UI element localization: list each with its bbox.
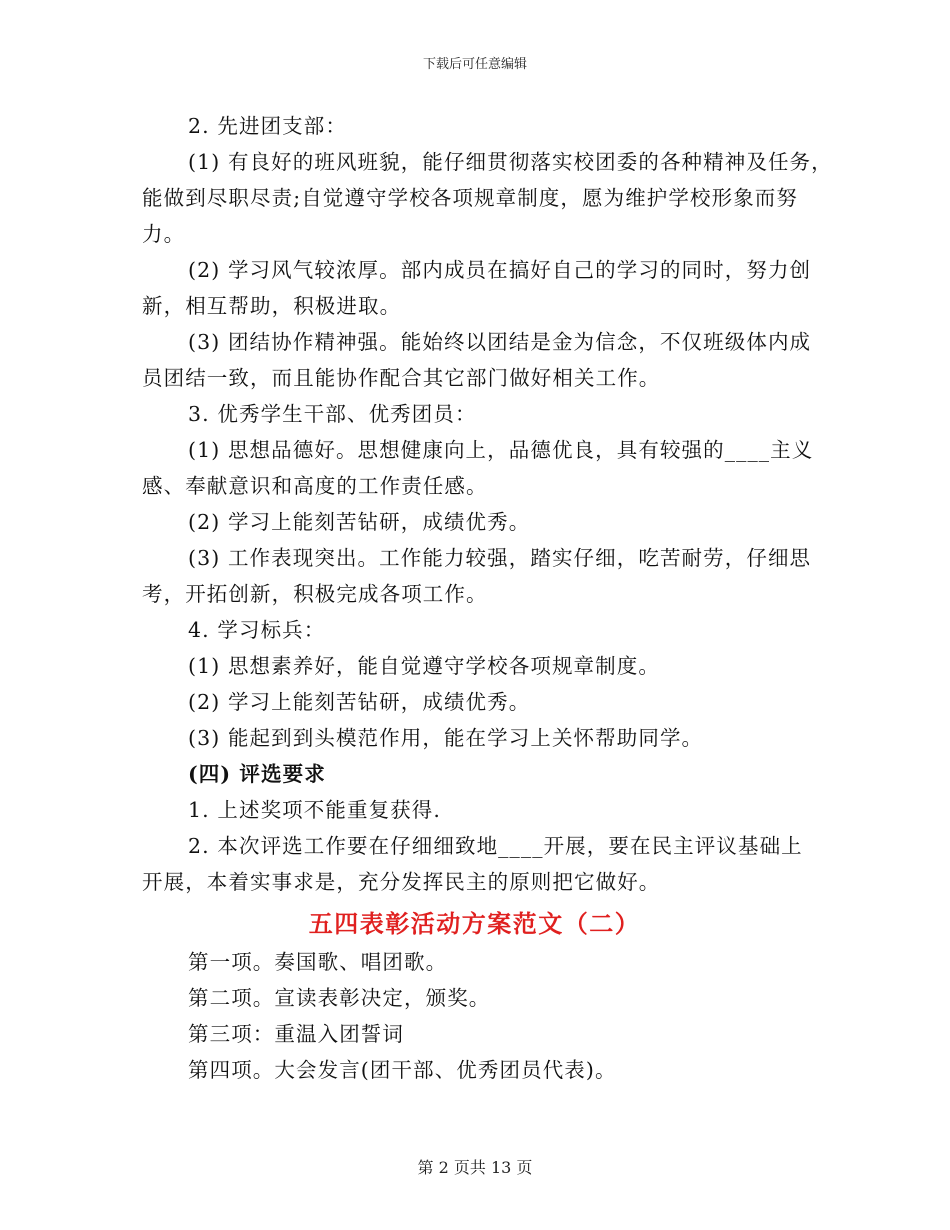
paragraph-line: (3) 工作表现突出。工作能力较强，踏实仔细，吃苦耐劳，仔细思: [188, 546, 812, 570]
agenda-item: 第一项。奏国歌、唱团歌。: [188, 950, 448, 974]
paragraph-line: 员团结一致，而且能协作配合其它部门做好相关工作。: [142, 366, 661, 390]
paragraph-line: (1) 思想品德好。思想健康向上，品德优良，具有较强的____主义: [188, 438, 814, 462]
paragraph-line: 能做到尽职尽责;自觉遵守学校各项规章制度，愿为维护学校形象而努: [142, 186, 799, 210]
heading-selection-requirements: (四) 评选要求: [188, 762, 326, 786]
section-title: 五四表彰活动方案范文（二）: [308, 909, 641, 938]
paragraph-line: (1) 有良好的班风班貌，能仔细贯彻落实校团委的各种精神及任务，: [188, 150, 833, 174]
paragraph-line: 开展，本着实事求是，充分发挥民主的原则把它做好。: [142, 870, 661, 894]
paragraph-line: 2. 本次评选工作要在仔细细致地____开展，要在民主评议基础上: [188, 834, 803, 858]
paragraph-line: (2) 学习风气较浓厚。部内成员在搞好自己的学习的同时，努力创: [188, 258, 812, 282]
paragraph-line: (1) 思想素养好，能自觉遵守学校各项规章制度。: [188, 654, 660, 678]
document-body: [142, 108, 833, 1088]
heading-excellent-cadres: 3. 优秀学生干部、优秀团员：: [188, 402, 477, 426]
paragraph-line: 考，开拓创新，积极完成各项工作。: [142, 582, 488, 606]
page-footer: 第 2 页共 13 页: [417, 1158, 533, 1177]
paragraph-line: (2) 学习上能刻苦钻研，成绩优秀。: [188, 690, 531, 714]
paragraph-line: 新，相互帮助，积极进取。: [142, 294, 402, 318]
paragraph-line: 1. 上述奖项不能重复获得.: [188, 798, 441, 822]
paragraph-line: 力。: [142, 222, 186, 246]
agenda-item: 第四项。大会发言(团干部、优秀团员代表)。: [188, 1058, 617, 1082]
heading-study-model: 4. 学习标兵：: [188, 618, 326, 642]
paragraph-line: (3) 能起到到头模范作用，能在学习上关怀帮助同学。: [188, 726, 704, 750]
agenda-item: 第三项：重温入团誓词: [188, 1022, 404, 1046]
page-header: 下载后可任意编辑: [422, 57, 527, 72]
heading-advanced-branch: 2. 先进团支部：: [188, 114, 347, 138]
agenda-item: 第二项。宣读表彰决定，颁奖。: [188, 986, 491, 1010]
paragraph-line: (3) 团结协作精神强。能始终以团结是金为信念，不仅班级体内成: [188, 330, 812, 354]
paragraph-line: 感、奉献意识和高度的工作责任感。: [142, 474, 488, 498]
paragraph-line: (2) 学习上能刻苦钻研，成绩优秀。: [188, 510, 531, 534]
